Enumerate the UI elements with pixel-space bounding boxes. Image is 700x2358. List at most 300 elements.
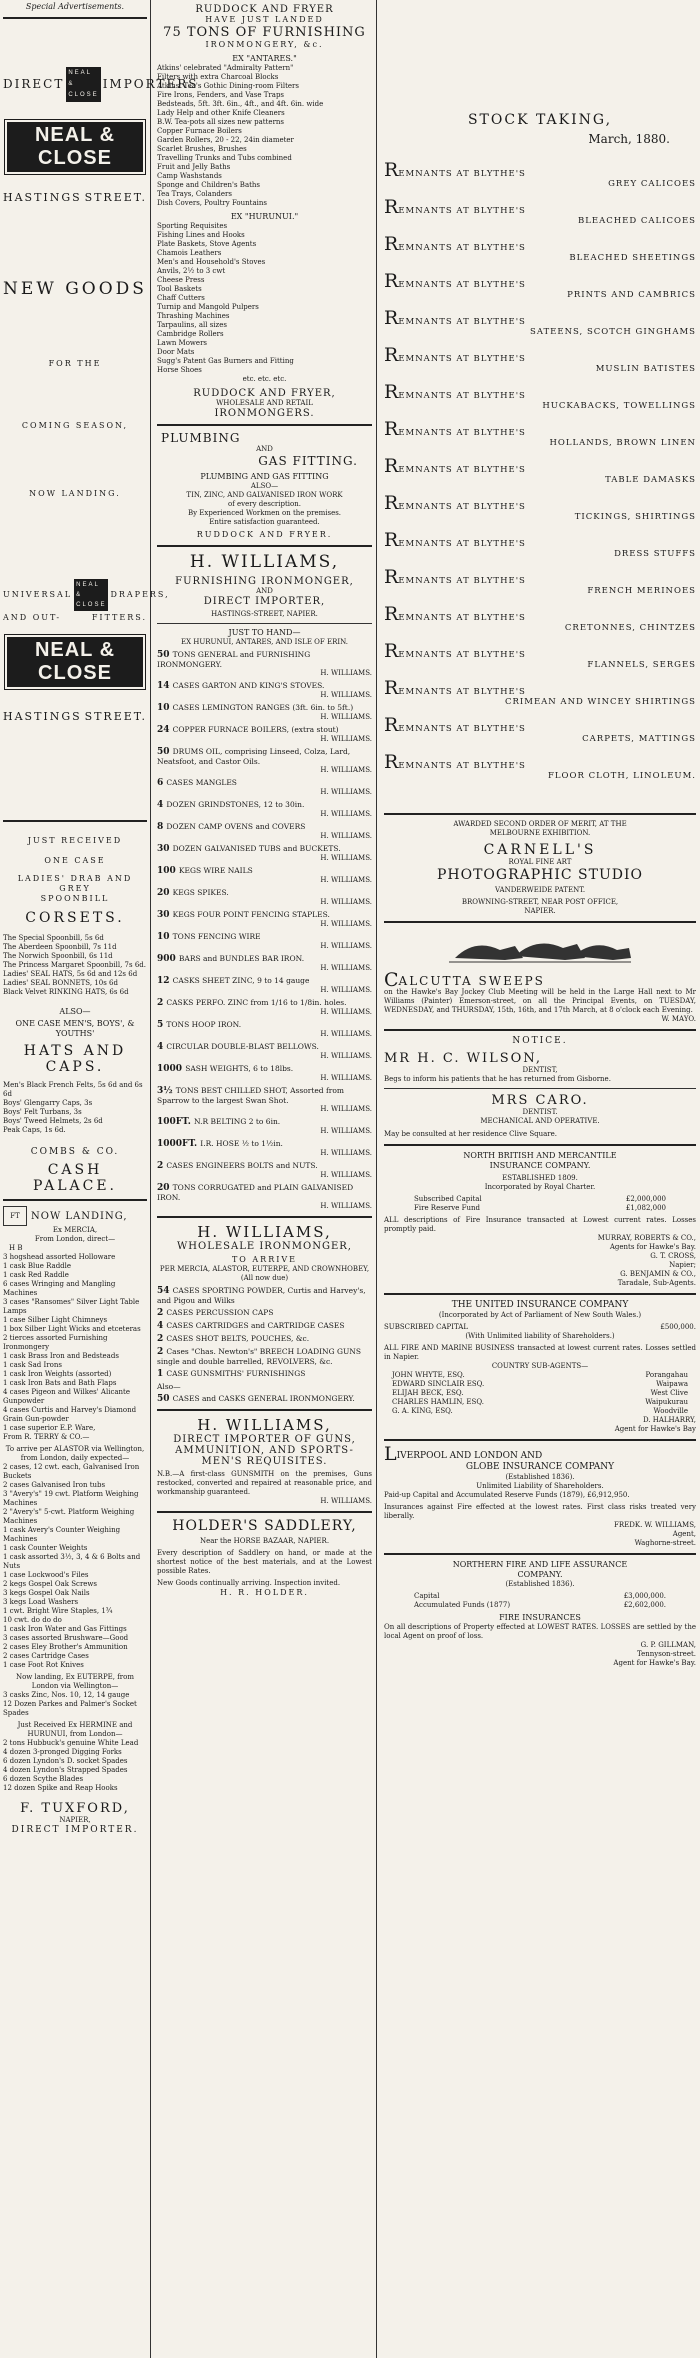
- stock-item: [157, 844, 372, 854]
- carnell-title: CARNELL'S: [483, 842, 597, 858]
- north-inc: Incorporated by Royal Charter.: [484, 1183, 596, 1191]
- near-bazaar: Near the HORSE BAZAAR, NAPIER.: [199, 1537, 330, 1545]
- tuxford-list-2: [3, 1463, 147, 1670]
- list-item: 1 cask Iron Water and Gas Fittings: [3, 1625, 127, 1633]
- hb-mark: H B: [9, 1244, 23, 1252]
- stock-item: [157, 1064, 372, 1074]
- price-line: Ladies' SEAL BONNETS, 10s 6d: [3, 979, 118, 987]
- remnant-heading: [384, 566, 696, 588]
- remnant-heading: [384, 418, 696, 440]
- price-line: Ladies' SEAL HATS, 5s 6d and 12s 6d: [3, 970, 138, 978]
- north-est: ESTABLISHED 1809.: [502, 1174, 578, 1182]
- williams-title: H. WILLIAMS,: [189, 552, 340, 572]
- item-quantity: 1: [157, 1369, 167, 1379]
- list-item: 3 kegs Gospel Oak Nails: [3, 1589, 90, 1597]
- column-2: [151, 0, 375, 2358]
- corsets-ad: [3, 836, 147, 1194]
- have-just-landed: HAVE JUST LANDED: [205, 15, 324, 24]
- price-line: Peak Caps, 1s 6d.: [3, 1126, 66, 1134]
- item-quantity: 100FT.: [157, 1117, 194, 1127]
- carnell-ad: [384, 820, 696, 916]
- remnant-item: FLOOR CLOTH, LINOLEUM.: [547, 771, 696, 781]
- north-title: NORTH BRITISH AND MERCANTILE: [463, 1151, 617, 1160]
- list-item: From R. TERRY & CO.—: [3, 1433, 90, 1441]
- remnant-heading: [384, 233, 696, 255]
- item-description: COPPER FURNACE BOILERS, (extra stout): [172, 725, 339, 734]
- street-label: STREET.: [84, 710, 147, 723]
- just-to-hand: JUST TO HAND—: [228, 628, 301, 637]
- list-item: Tarpaulins, all sizes: [157, 321, 227, 329]
- stock-item: [157, 681, 372, 691]
- stock-item: [157, 703, 372, 713]
- stock-item: [157, 1334, 372, 1344]
- williams-sig: H. WILLIAMS.: [320, 1105, 372, 1113]
- country-agent-list: [384, 1371, 696, 1416]
- agent-place: West Clive: [650, 1389, 688, 1397]
- williams-sig: H. WILLIAMS.: [320, 1074, 372, 1082]
- caro-body: May be consulted at her residence Clive Square.: [384, 1130, 558, 1138]
- vanderweide-patent: VANDERWEIDE PATENT.: [494, 886, 586, 894]
- remnant-drop-cap: R: [384, 455, 399, 477]
- list-item: 12 dozen Spike and Reap Hooks: [3, 1784, 118, 1792]
- for-the-label: FOR THE: [48, 359, 102, 368]
- list-item: 1 case Foot Rot Knives: [3, 1661, 84, 1669]
- item-description: DOZEN GALVANISED TUBS and BUCKETS.: [172, 844, 341, 853]
- williams-sig: H. WILLIAMS.: [320, 810, 372, 818]
- item-description: CASE GUNSMITHS' FURNISHINGS: [166, 1369, 306, 1378]
- holder-saddlery-ad: [157, 1518, 372, 1598]
- remnant-item: TABLE DAMASKS: [605, 475, 696, 485]
- tin-zinc-line: TIN, ZINC, AND GALVANISED IRON WORK: [186, 491, 343, 499]
- fitters-label: FITTERS.: [91, 613, 147, 622]
- item-quantity: 4: [157, 1321, 167, 1331]
- list-item: Scarlet Brushes, Brushes: [157, 145, 247, 153]
- item-description: TONS HOOP IRON.: [166, 1020, 242, 1029]
- remnant-entry: [384, 492, 696, 522]
- stock-item: [157, 1117, 372, 1127]
- stock-item: [157, 1347, 372, 1366]
- tuxford-list-4: [3, 1739, 147, 1793]
- item-description: TONS BEST CHILLED SHOT, Assorted from Sparrow to the largest Swan Shot.: [157, 1086, 344, 1105]
- stock-taking-title: STOCK TAKING,: [467, 112, 613, 128]
- remnant-item: TICKINGS, SHIRTINGS: [574, 512, 696, 522]
- remnant-item: DRESS STUFFS: [614, 549, 696, 559]
- list-item: 4 cases Pigeon and Wilkes' Alicante Gunpowder: [3, 1388, 130, 1405]
- remnant-heading: [384, 196, 696, 218]
- award-line: AWARDED SECOND ORDER OF MERIT, AT THE: [453, 820, 627, 828]
- wholesale-ironmonger: WHOLESALE IRONMONGER,: [177, 1241, 352, 1252]
- and-out-label: AND OUT-: [3, 613, 62, 622]
- list-item: Lady Help and other Knife Cleaners: [157, 109, 285, 117]
- one-case-men-label: ONE CASE MEN'S, BOYS', & YOUTHS': [15, 1019, 135, 1038]
- agent-name: EDWARD SINCLAIR ESQ.: [392, 1380, 485, 1388]
- united-cap-value: £500,000.: [660, 1323, 696, 1331]
- stock-item: [157, 910, 372, 920]
- just-received-label: JUST RECEIVED: [27, 836, 123, 845]
- tuxford-name: F. TUXFORD,: [20, 1801, 130, 1816]
- list-item: 1 cask Counter Weights: [3, 1544, 88, 1552]
- remnant-entry: [384, 159, 696, 189]
- williams-sig: H. WILLIAMS.: [320, 876, 372, 884]
- list-item: Camp Washstands: [157, 172, 222, 180]
- list-item: Travelling Trunks and Tubs combined: [157, 154, 292, 162]
- williams-sig: H. WILLIAMS.: [320, 1202, 372, 1210]
- remnant-item: FLANNELS, SERGES: [587, 660, 696, 670]
- plumbing-title: PLUMBING: [161, 431, 241, 445]
- list-item: Men's and Household's Stoves: [157, 258, 266, 266]
- stock-item: [157, 976, 372, 986]
- remnant-drop-cap: R: [384, 233, 399, 255]
- price-line: The Aberdeen Spoonbill, 7s 11d: [3, 943, 117, 951]
- list-item: Copper Furnace Boilers: [157, 127, 242, 135]
- item-quantity: 2: [157, 998, 167, 1008]
- williams-sig: H. WILLIAMS.: [320, 691, 372, 699]
- item-quantity: 4: [157, 1042, 167, 1052]
- benjamin-sig: G. BENJAMIN & CO.,: [620, 1270, 696, 1278]
- item-quantity: 50: [157, 747, 173, 757]
- furnishing-ironmonger: FURNISHING IRONMONGER,: [175, 576, 354, 587]
- williams-sig: H. WILLIAMS.: [320, 1171, 372, 1179]
- neal-close-logo: NEAL & CLOSE: [5, 635, 145, 689]
- item-description: DOZEN CAMP OVENS and COVERS: [166, 822, 306, 831]
- remnant-title: EMNANTS AT BLYTHE'S: [398, 354, 526, 364]
- item-quantity: 5: [157, 1020, 167, 1030]
- murray-roberts: MURRAY, ROBERTS & CO.,: [597, 1234, 696, 1242]
- stock-item: [157, 1382, 372, 1391]
- remnant-title: EMNANTS AT BLYTHE'S: [398, 502, 526, 512]
- williams-sig: H. WILLIAMS.: [320, 854, 372, 862]
- calcutta-body: on the Hawke's Bay Jockey Club Meeting will be held in the Large Hall next to Mr Williams (Painter) Emerson-street, on all the Principal Events, on TUESDAY, WEDNESDAY, and THURSDAY, 15th, 16th, and 17th March, at 8 o'clock each Evening.: [384, 988, 696, 1014]
- list-item: 10 cwt. do do do: [3, 1616, 62, 1624]
- list-item: 2 cases Galvanised Iron tubs: [3, 1481, 106, 1489]
- item-quantity: 54: [157, 1286, 173, 1296]
- remnant-item: CRETONNES, CHINTZES: [564, 623, 696, 633]
- remnant-heading: [384, 455, 696, 477]
- now-landing-euterpe: Now landing, Ex EUTERPE, from London via Wellington—: [15, 1673, 135, 1690]
- royal-fine-art: ROYAL FINE ART: [508, 858, 572, 866]
- list-item: 1 case Lockwood's Files: [3, 1571, 89, 1579]
- photographic-studio: PHOTOGRAPHIC STUDIO: [436, 867, 644, 883]
- list-item: 1 cask Iron Bats and Bath Flaps: [3, 1379, 117, 1387]
- ruddock-fryer-sig: RUDDOCK AND FRYER.: [196, 530, 333, 539]
- remnant-item: CRIMEAN AND WINCEY SHIRTINGS: [504, 697, 696, 707]
- list-item: 4 dozen 3-pronged Digging Forks: [3, 1748, 122, 1756]
- remnant-item: HUCKABACKS, TOWELLINGS: [542, 401, 696, 411]
- remnant-title: EMNANTS AT BLYTHE'S: [398, 613, 526, 623]
- mayo-sig: W. MAYO.: [661, 1015, 696, 1023]
- saddlery-body-2: New Goods continually arriving. Inspection invited.: [157, 1579, 341, 1587]
- to-arrive: TO ARRIVE: [231, 1255, 298, 1264]
- remnant-heading: [384, 603, 696, 625]
- list-item: 1 cask Iron Weights (assorted): [3, 1370, 112, 1378]
- item-quantity: 3½: [157, 1086, 176, 1096]
- subscribed-label: Subscribed Capital: [414, 1195, 482, 1203]
- agent-name: CHARLES HAMLIN, ESQ.: [392, 1398, 484, 1406]
- corset-price-list: [3, 934, 147, 997]
- list-item: 1 cask Avery's Counter Weighing Machines: [3, 1526, 121, 1543]
- wilson-notice: [384, 1036, 696, 1084]
- item-description: TONS GENERAL and FURNISHING IRONMONGERY.: [157, 650, 311, 669]
- remnant-entry: [384, 418, 696, 448]
- list-item: Turnip and Mangold Pulpers: [157, 303, 259, 311]
- item-description: CASES GARTON AND KING'S STOVES.: [172, 681, 325, 690]
- plumbing-line: PLUMBING AND GAS FITTING: [200, 472, 329, 481]
- north-british-ad: [384, 1151, 696, 1288]
- price-line: The Princess Margaret Spoonbill, 7s 6d.: [3, 961, 146, 969]
- item-quantity: 8: [157, 822, 167, 832]
- hats-caps-title: HATS AND CAPS.: [23, 1043, 127, 1075]
- remnant-title: EMNANTS AT BLYTHE'S: [398, 391, 526, 401]
- williams-sig: H. WILLIAMS.: [320, 1497, 372, 1505]
- united-inc: (Incorporated by Act of Parliament of New South Wales.): [438, 1311, 642, 1319]
- list-item: 6 cases Wringing and Mangling Machines: [3, 1280, 116, 1297]
- ex-mercia-label: Ex MERCIA,: [52, 1226, 98, 1234]
- remnant-title: EMNANTS AT BLYTHE'S: [398, 206, 526, 216]
- list-item: 1 box Silber Light Wicks and etceteras: [3, 1325, 141, 1333]
- item-description: CASES CARTRIDGES and CARTRIDGE CASES: [166, 1321, 345, 1330]
- item-description: CASES SHOT BELTS, POUCHES, &c.: [166, 1334, 310, 1343]
- remnant-drop-cap: R: [384, 418, 399, 440]
- list-item: 1 cask assorted 3½, 3, 4 & 6 Bolts and Nuts: [3, 1553, 141, 1570]
- ex-antares: EX "ANTARES.": [232, 54, 297, 63]
- calcutta-cap: C: [384, 969, 399, 991]
- williams-sig: H. WILLIAMS.: [320, 986, 372, 994]
- remnant-title: EMNANTS AT BLYTHE'S: [398, 169, 526, 179]
- remnant-entry: [384, 455, 696, 485]
- north-body: ALL descriptions of Fire Insurance transacted at Lowest current rates. Losses promptly paid.: [384, 1216, 696, 1233]
- neal-close-logo: NEAL & CLOSE: [5, 120, 145, 174]
- item-quantity: 50: [157, 650, 173, 660]
- hastings-label: HASTINGS: [3, 710, 82, 723]
- accumulated-value: £2,602,000.: [623, 1601, 666, 1609]
- item-description: KEGS SPIKES.: [172, 888, 229, 897]
- remnant-item: BLEACHED SHEETINGS: [569, 253, 696, 263]
- northern-assurance-ad: [384, 1560, 696, 1668]
- drapers-label: DRAPERS,: [110, 590, 170, 599]
- remnant-heading: [384, 381, 696, 403]
- universal-label: UNIVERSAL: [3, 590, 73, 599]
- stock-item: [157, 1161, 372, 1171]
- item-quantity: 14: [157, 681, 173, 691]
- gunsmith-note: N.B.—A first-class GUNSMITH on the premises, Guns restocked, converted and repaired at reasonable price, and workmanship guaranteed.: [157, 1470, 372, 1496]
- list-item: Chaff Cutters: [157, 294, 205, 302]
- list-item: Dish Covers, Poultry Fountains: [157, 199, 267, 207]
- item-quantity: 24: [157, 725, 173, 735]
- list-item: 2 cases, 12 cwt. each, Galvanised Iron Buckets: [3, 1463, 140, 1480]
- williams-item-list: [157, 650, 372, 1211]
- item-quantity: 50: [157, 1394, 173, 1404]
- northern-cap-value: £3,000,000.: [623, 1592, 666, 1600]
- stock-item: [157, 1183, 372, 1202]
- item-description: Also—: [157, 1382, 181, 1391]
- williams-sig: H. WILLIAMS.: [320, 920, 372, 928]
- item-quantity: 12: [157, 976, 173, 986]
- price-line: The Norwich Spoonbill, 6s 11d: [3, 952, 113, 960]
- wholesale-item-list: [157, 1286, 372, 1404]
- list-item: Sporting Requisites: [157, 222, 228, 230]
- stock-item: [157, 1139, 372, 1149]
- wilson-title: MR H. C. WILSON,: [384, 1051, 542, 1066]
- item-description: KEGS WIRE NAILS: [178, 866, 253, 875]
- list-item: 6 dozen Scythe Blades: [3, 1775, 84, 1783]
- country-agents: COUNTRY SUB-AGENTS—: [491, 1362, 589, 1370]
- remnant-entry: [384, 381, 696, 411]
- list-item: Lawn Mowers: [157, 339, 208, 347]
- dentist-label: DENTIST.: [522, 1108, 558, 1116]
- agent-name: G. A. KING, ESQ.: [392, 1407, 453, 1415]
- remnant-entry: [384, 566, 696, 596]
- fire-reserve-value: £1,082,000: [625, 1204, 666, 1212]
- agent-row: [384, 1398, 696, 1407]
- tuxford-napier: NAPIER,: [59, 1816, 91, 1824]
- list-item: Filters with extra Charcoal Blocks: [157, 73, 279, 81]
- remnant-item: HOLLANDS, BROWN LINEN: [549, 438, 696, 448]
- combs-co-label: COMBS & CO.: [30, 1147, 120, 1157]
- remnant-entry: [384, 677, 696, 707]
- price-line: Black Velvet RINKING HATS, 6s 6d: [3, 988, 129, 996]
- item-description: KEGS FOUR POINT FENCING STAPLES.: [172, 910, 330, 919]
- remnant-item: GREY CALICOES: [608, 179, 696, 189]
- notice-title: NOTICE.: [512, 1036, 568, 1046]
- fire-reserve-label: Fire Reserve Fund: [414, 1204, 480, 1212]
- tuxford-direct-importer: DIRECT IMPORTER.: [11, 1825, 139, 1835]
- williams-furnishing-ad: [157, 552, 372, 1211]
- item-description: CASES ENGINEERS BOLTS and NUTS.: [166, 1161, 318, 1170]
- corsets-title: CORSETS.: [25, 910, 125, 926]
- award-line-2: MELBOURNE EXHIBITION.: [489, 829, 591, 837]
- stock-item: [157, 778, 372, 788]
- wilson-body: Begs to inform his patients that he has returned from Gisborne.: [384, 1075, 611, 1083]
- stock-item: [157, 1020, 372, 1030]
- napier-label: NAPIER.: [524, 907, 556, 915]
- agent-place: Waipawa: [656, 1380, 688, 1388]
- remnant-item: PRINTS AND CAMBRICS: [567, 290, 696, 300]
- williams-sig: H. WILLIAMS.: [320, 766, 372, 774]
- stock-item: [157, 1308, 372, 1318]
- stock-item: [157, 888, 372, 898]
- remnant-title: EMNANTS AT BLYTHE'S: [398, 428, 526, 438]
- remnant-heading: [384, 677, 696, 699]
- stock-item: [157, 650, 372, 669]
- remnant-heading: [384, 159, 696, 181]
- stock-item: [157, 1286, 372, 1305]
- remnant-entry: [384, 714, 696, 744]
- list-item: Thrashing Machines: [157, 312, 230, 320]
- ruddock-fryer-title: RUDDOCK AND FRYER: [195, 4, 334, 15]
- remnant-entry: [384, 529, 696, 559]
- item-description: Cases "Chas. Newton's" BREECH LOADING GUNS single and double barrelled, REVOLVERS, &c.: [157, 1347, 362, 1366]
- remnant-entry: [384, 233, 696, 263]
- importers-label: IMPORTERS: [102, 77, 199, 91]
- ex-hurunui: EX HURUNUI, ANTARES, AND ISLE OF ERIN.: [180, 638, 349, 646]
- williams-wholesale-ad: [157, 1223, 372, 1404]
- remnant-item: FRENCH MERINOES: [587, 586, 696, 596]
- item-quantity: 4: [157, 800, 167, 810]
- tennyson-street: Tennyson-street.: [637, 1650, 696, 1658]
- antares-list: [157, 64, 372, 208]
- remnant-entry: [384, 751, 696, 781]
- agent-name: JOHN WHYTE, ESQ.: [392, 1371, 465, 1379]
- ruddock-fryer-ad: [157, 4, 372, 419]
- item-quantity: 2: [157, 1161, 167, 1171]
- agent-row: [384, 1389, 696, 1398]
- stock-item: [157, 1321, 372, 1331]
- north-title-2: INSURANCE COMPANY.: [489, 1161, 591, 1170]
- item-description: CASES and CASKS GENERAL IRONMONGERY.: [172, 1394, 355, 1403]
- williams-sig: H. WILLIAMS.: [320, 713, 372, 721]
- remnant-drop-cap: R: [384, 344, 399, 366]
- direct-importer-guns: DIRECT IMPORTER OF GUNS,: [173, 1434, 356, 1445]
- list-item: 1 cwt. Bright Wire Staples, 1¾: [3, 1607, 113, 1615]
- williams-sig: H. WILLIAMS.: [320, 1127, 372, 1135]
- stock-item: [157, 954, 372, 964]
- remnant-drop-cap: R: [384, 566, 399, 588]
- item-quantity: 1000FT.: [157, 1139, 201, 1149]
- remnant-entry: [384, 344, 696, 374]
- remnant-title: EMNANTS AT BLYTHE'S: [398, 576, 526, 586]
- remnant-drop-cap: R: [384, 159, 399, 181]
- list-item: 3 cases assorted Brushware—Good: [3, 1634, 129, 1642]
- and-label: AND: [256, 445, 273, 453]
- new-goods-title: NEW GOODS: [3, 279, 147, 299]
- list-item: 2 cases Cartridge Cases: [3, 1652, 89, 1660]
- williams-title: H. WILLIAMS,: [197, 1223, 332, 1241]
- cash-palace-title: CASH PALACE.: [32, 1162, 118, 1194]
- agents-for: Agents for Hawke's Bay.: [609, 1243, 696, 1251]
- list-item: Atkins' celebrated "Admiralty Pattern": [157, 64, 294, 72]
- list-item: 1 cask Brass Iron and Bedsteads: [3, 1352, 119, 1360]
- remnants-list: [384, 159, 696, 781]
- list-item: 2 "Avery's" 5-cwt. Platform Weighing Machines: [3, 1508, 135, 1525]
- agent-place: Woodville: [653, 1407, 688, 1415]
- item-quantity: 2: [157, 1334, 167, 1344]
- neal-close-vertical: NEAL & CLOSE: [74, 579, 108, 611]
- remnant-drop-cap: R: [384, 640, 399, 662]
- remnant-entry: [384, 603, 696, 633]
- stock-item: [157, 747, 372, 766]
- hastings-street: HASTINGS-STREET, NAPIER.: [211, 610, 318, 618]
- stock-item: [157, 800, 372, 810]
- fire-insurances-label: FIRE INSURANCES: [499, 1613, 581, 1622]
- williams-sig: H. WILLIAMS.: [320, 1149, 372, 1157]
- ammunition-label: AMMUNITION, AND SPORTS-: [175, 1445, 354, 1456]
- stock-item: [157, 866, 372, 876]
- item-quantity: 100: [157, 866, 179, 876]
- halharry-sig: D. HALHARRY,: [642, 1416, 696, 1424]
- list-item: Fruit and Jelly Baths: [157, 163, 231, 171]
- list-item: 1 cask Red Raddle: [3, 1271, 69, 1279]
- list-item: 4 cases Curtis and Harvey's Diamond Grain Gun-powder: [3, 1406, 137, 1423]
- item-description: DOZEN GRINDSTONES, 12 to 30in.: [166, 800, 305, 809]
- caro-title: MRS CARO.: [491, 1093, 589, 1108]
- agent-row: [384, 1380, 696, 1389]
- remnant-heading: [384, 640, 696, 662]
- workmen-line: By Experienced Workmen on the premises.: [187, 509, 342, 517]
- item-quantity: 30: [157, 844, 173, 854]
- list-item: Plate Baskets, Stove Agents: [157, 240, 257, 248]
- item-description: CASKS PERFO. ZINC from 1/16 to 1/8in. holes.: [166, 998, 347, 1007]
- mechanical-label: MECHANICAL AND OPERATIVE.: [480, 1117, 600, 1125]
- list-item: Garden Rollers, 20 - 22, 24in diameter: [157, 136, 294, 144]
- williams-sig: FREDK. W. WILLIAMS,: [614, 1521, 696, 1529]
- list-item: Atkins' Tea's Gothic Dining-room Filters: [157, 82, 299, 90]
- agent-for-label: Agent for Hawke's Bay.: [613, 1659, 696, 1667]
- list-item: 3 hogshead assorted Holloware: [3, 1253, 116, 1261]
- item-quantity: 6: [157, 778, 167, 788]
- waghorne-street: Waghorne-street.: [634, 1539, 696, 1547]
- etc-label: etc. etc. etc.: [242, 375, 287, 383]
- tuxford-list-3: [3, 1691, 147, 1718]
